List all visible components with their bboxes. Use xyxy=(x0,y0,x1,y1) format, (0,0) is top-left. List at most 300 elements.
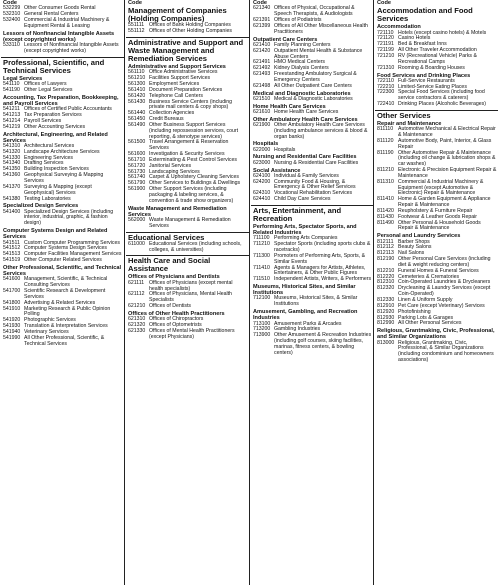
code-description: Nursing & Residential Care Facilities xyxy=(274,159,359,166)
code-entry xyxy=(375,168,498,180)
code-entry xyxy=(1,18,124,30)
code-entry xyxy=(1,258,124,264)
code-description: Outpatient Mental Health & Substance Abuse Centers xyxy=(274,47,363,60)
code-entry xyxy=(1,43,124,55)
naics-code: 621510 xyxy=(253,95,271,102)
code-description: Promoters of Performing Arts, Sports, & Similar Events xyxy=(274,252,366,265)
naics-code: 811310 xyxy=(377,178,394,185)
column-2 xyxy=(124,0,249,585)
code-description: Drycleaning & Laundry Services (except Coin-Operated) xyxy=(398,285,491,298)
naics-code: 721191 xyxy=(377,41,394,48)
naics-code: 541330 xyxy=(3,154,21,161)
code-description: Other Legal Services xyxy=(24,86,73,93)
column-header: Code xyxy=(253,0,267,6)
naics-code: 721210 xyxy=(377,52,395,59)
code-description: Rooming & Boarding Houses xyxy=(398,64,465,71)
subsector-heading: Administrative and Support Services xyxy=(128,64,226,71)
naics-code: 713200 xyxy=(253,326,271,333)
naics-code: 621410 xyxy=(253,41,271,48)
naics-code: 533110 xyxy=(3,42,20,49)
subsector-heading: Computer Systems Design and Related Services xyxy=(3,228,108,241)
column-4 xyxy=(373,0,498,585)
code-description: Funeral Homes & Funeral Services xyxy=(398,267,479,274)
code-description: Advertising & Related Services xyxy=(24,299,96,306)
naics-code: 561420 xyxy=(128,92,146,99)
naics-code: 532310 xyxy=(3,11,21,18)
naics-code: 621112 xyxy=(128,291,145,298)
code-entry xyxy=(251,161,373,167)
subsector-heading: Legal Services xyxy=(3,75,43,82)
subsector-heading: Religious, Grantmaking, Civic, Professional, and Similar Organizations xyxy=(377,328,495,341)
code-description: Telephone Call Centers xyxy=(149,92,203,99)
code-description: Offices of Mental Health Practitioners (except Physicians) xyxy=(149,327,235,340)
subsector-heading: Lessors of Nonfinancial Intangible Assets (except copyrighted works) xyxy=(3,30,115,43)
code-description: Waste Management & Remediation Services xyxy=(149,217,231,229)
naics-code: 541511 xyxy=(3,239,20,246)
code-description: Coin-Operated Laundries & Drycleaners xyxy=(398,279,491,286)
subsector-heading: Personal and Laundry Services xyxy=(377,233,461,240)
naics-code: 624100 xyxy=(253,172,271,179)
code-entry xyxy=(1,88,124,94)
code-entry xyxy=(1,289,124,301)
naics-code: 541110 xyxy=(3,81,20,88)
code-description: Reupholstery & Furniture Repair xyxy=(398,207,473,214)
naics-code: 811430 xyxy=(377,213,394,220)
naics-code: 561790 xyxy=(128,180,146,187)
code-entry xyxy=(375,139,498,151)
code-description: Offices of Bank Holding Companies xyxy=(149,22,231,29)
subsector-heading: Accommodation xyxy=(377,24,421,31)
column-header: Code xyxy=(3,0,17,6)
code-description: Commercial & Industrial Machinery & Equipment (except Automotive & Electronic) Repair & Maintenance xyxy=(398,178,484,197)
code-entry xyxy=(1,185,124,197)
naics-code: 621320 xyxy=(128,321,146,328)
naics-code: 561430 xyxy=(128,98,146,105)
code-entry xyxy=(1,125,124,131)
naics-code: 813000 xyxy=(377,339,395,346)
code-description: Other Computer Related Services xyxy=(24,257,102,264)
naics-code: 541219 xyxy=(3,123,21,130)
naics-code: 811410 xyxy=(377,196,394,203)
code-description: Offices of Physicians (except mental health specialists) xyxy=(149,279,233,292)
code-description: Janitorial Services xyxy=(149,162,192,169)
naics-code: 541600 xyxy=(3,276,21,283)
subsector-heading: Offices of Physicians and Dentists xyxy=(128,274,220,281)
naics-code: 812190 xyxy=(377,256,395,263)
code-entry xyxy=(375,341,498,364)
naics-code: 711210 xyxy=(253,241,270,248)
naics-code: 561710 xyxy=(128,156,146,163)
code-description: Building Inspection Services xyxy=(24,166,89,173)
naics-code: 561720 xyxy=(128,162,146,169)
code-description: Offices of Physicians, Mental Health Specialists xyxy=(149,291,232,304)
code-description: Limited-Service Eating Places xyxy=(398,83,467,90)
naics-code: 621111 xyxy=(128,279,145,286)
naics-code: 711300 xyxy=(253,252,270,259)
code-entry xyxy=(375,180,498,198)
naics-code: 721110 xyxy=(377,29,394,36)
naics-code: 541990 xyxy=(3,334,21,341)
code-description: Carpet & Upholstery Cleaning Services xyxy=(149,174,239,181)
naics-code: 621493 xyxy=(253,71,271,78)
code-description: Pet Care (except Veterinary) Services xyxy=(398,302,485,309)
naics-code: 541910 xyxy=(3,305,21,312)
naics-code: 812320 xyxy=(377,285,395,292)
code-description: Other Personal & Household Goods Repair & Maintenance xyxy=(398,219,481,232)
code-entry xyxy=(251,148,373,154)
naics-code: 541340 xyxy=(3,160,21,167)
code-description: Landscape Architecture Services xyxy=(24,148,100,155)
code-entry xyxy=(126,242,249,254)
naics-code: 621420 xyxy=(253,47,271,54)
naics-code: 621492 xyxy=(253,65,271,72)
naics-code: 541310 xyxy=(3,142,21,149)
naics-code: 541513 xyxy=(3,251,21,258)
code-description: Offices of Physical, Occupational & Speech Therapists, & Audiologists xyxy=(274,5,355,18)
naics-code: 621610 xyxy=(253,108,271,115)
code-description: Computer Systems Design Services xyxy=(24,245,108,252)
code-description: Automotive Body, Paint, Interior, & Glass Repair xyxy=(398,137,492,150)
naics-code: 541800 xyxy=(3,299,21,306)
naics-code: 541370 xyxy=(3,183,21,190)
sector-heading: Management of Companies (Holding Companies) xyxy=(128,6,227,24)
subsector-heading: Accounting, Tax Preparation, Bookkeeping, and Payroll Services xyxy=(3,94,119,107)
code-description: Business Service Centers (including private mail centers & copy shops) xyxy=(149,98,233,111)
naics-code: 722110 xyxy=(377,77,394,84)
naics-code: 561300 xyxy=(128,80,146,87)
naics-code: 541320 xyxy=(3,148,21,155)
code-description: Photographic Services xyxy=(24,317,76,324)
subsector-heading: Amusement, Gambling, and Recreation Industries xyxy=(253,309,358,322)
code-description: Offices of Other Holding Companies xyxy=(149,28,232,35)
naics-code: 532299 xyxy=(3,5,21,12)
naics-code: 621391 xyxy=(253,17,271,24)
naics-code: 561110 xyxy=(128,69,145,76)
sector-heading: Accommodation and Food Services xyxy=(377,6,473,24)
naics-code: 561410 xyxy=(128,86,146,93)
code-description: Electronic & Precision Equipment Repair & Maintenance xyxy=(398,167,497,179)
naics-code: 812330 xyxy=(377,296,395,303)
naics-code: 541214 xyxy=(3,117,21,124)
subsector-heading: Hospitals xyxy=(253,141,279,148)
naics-code: 541213 xyxy=(3,112,21,119)
code-description: All Other Professional, Scientific, & Technical Services xyxy=(24,334,105,347)
code-description: Management, Scientific, & Technical Consulting Services xyxy=(24,276,108,289)
code-description: Exterminating & Pest Control Services xyxy=(149,156,237,163)
naics-code: 624410 xyxy=(253,196,271,203)
code-description: Gambling Industries xyxy=(274,326,321,333)
code-entry xyxy=(251,254,373,266)
subsector-heading: Social Assistance xyxy=(253,167,301,174)
naics-code: 621498 xyxy=(253,82,271,89)
code-description: Collection Agencies xyxy=(149,110,195,117)
naics-code: 712100 xyxy=(253,295,271,302)
code-description: Full-Service Restaurants xyxy=(398,77,455,84)
code-description: All Other Personal Services xyxy=(398,320,462,327)
code-entry xyxy=(375,54,498,66)
code-description: Family Planning Centers xyxy=(274,41,331,48)
code-description: Agents & Managers for Artists, Athletes, Entertainers, & Other Public Figures xyxy=(274,264,366,277)
code-description: Beauty Salons xyxy=(398,244,432,251)
subsector-heading: Outpatient Care Centers xyxy=(253,36,318,43)
code-description: Parking Lots & Garages xyxy=(398,314,454,321)
subsector-heading: Specialized Design Services xyxy=(3,203,79,210)
code-description: Linen & Uniform Supply xyxy=(398,296,453,303)
sector-heading: Administrative and Support and Waste Management and Remediation Services xyxy=(126,37,249,63)
column-3 xyxy=(249,0,373,585)
code-entry xyxy=(251,333,373,356)
code-description: Commercial & Industrial Machinery & Equipment Rental & Leasing xyxy=(24,17,110,29)
sector-heading: Other Services xyxy=(375,110,498,120)
subsector-heading: Waste Management and Remediation Services xyxy=(128,205,227,218)
code-description: Geophysical Surveying & Mapping Services xyxy=(24,172,104,185)
subsector-heading: Nursing and Residential Care Facilities xyxy=(253,154,357,161)
code-description: General Rental Centers xyxy=(24,11,79,18)
naics-code: 722410 xyxy=(377,101,395,108)
code-entry xyxy=(251,110,373,116)
naics-code: 541380 xyxy=(3,195,21,202)
code-description: Offices of Optometrists xyxy=(149,321,202,328)
code-description: Veterinary Services xyxy=(24,328,69,335)
code-description: Performing Arts Companies xyxy=(274,235,338,242)
naics-code: 541940 xyxy=(3,328,21,335)
code-description: Payroll Services xyxy=(24,117,62,124)
code-description: Drinking Places (Alcoholic Beverages) xyxy=(398,101,486,108)
naics-code: 541920 xyxy=(3,317,21,324)
naics-code: 812990 xyxy=(377,320,395,327)
naics-code: 541930 xyxy=(3,323,21,330)
code-description: Hotels (except casino hotels) & Motels xyxy=(398,29,487,36)
code-description: Spectator Sports (including sports clubs & racetracks) xyxy=(274,241,371,254)
naics-code: 561730 xyxy=(128,168,146,175)
code-entry xyxy=(126,29,249,35)
code-description: Surveying & Mapping (except Geophysical) Services xyxy=(24,183,92,196)
code-entry xyxy=(126,304,249,310)
code-entry xyxy=(126,329,249,341)
code-description: Document Preparation Services xyxy=(149,86,223,93)
subsector-heading: Repair and Maintenance xyxy=(377,120,442,127)
naics-code: 622000 xyxy=(253,146,271,153)
code-description: Bed & Breakfast Inns xyxy=(398,41,447,48)
code-description: Child Day Care Services xyxy=(274,196,331,203)
code-description: Offices of Dentists xyxy=(149,303,191,310)
code-description: Employment Services xyxy=(149,80,200,87)
sector-heading: Professional, Scientific, and Technical Services xyxy=(1,57,124,75)
code-description: Other Business Support Services (including repossession services, court reporting, & stenotype services) xyxy=(149,121,239,140)
code-description: Individual & Family Services xyxy=(274,172,339,179)
code-description: Lessors of Nonfinancial Intangible Assets (except copyrighted works) xyxy=(24,42,119,55)
naics-code: 621900 xyxy=(253,121,271,128)
code-description: Cemeteries & Crematories xyxy=(398,273,460,280)
naics-code: 561450 xyxy=(128,116,146,123)
naics-code: 541519 xyxy=(3,257,21,264)
naics-code: 812220 xyxy=(377,273,395,280)
naics-code: 541211 xyxy=(3,106,20,113)
code-description: Kidney Dialysis Centers xyxy=(274,65,329,72)
code-description: Offices of Certified Public Accountants xyxy=(24,106,112,113)
naics-code: 621399 xyxy=(253,22,271,29)
column-1 xyxy=(0,0,124,585)
code-description: Translation & Interpretation Services xyxy=(24,323,108,330)
naics-code: 711410 xyxy=(253,264,270,271)
code-entry xyxy=(375,221,498,233)
code-description: Museums, Historical Sites, & Similar Institutions xyxy=(274,295,358,308)
code-entry xyxy=(375,321,498,327)
code-description: Home Health Care Services xyxy=(274,108,339,115)
code-description: Other Personal Care Services (including diet & weight reducing centers) xyxy=(398,256,491,268)
naics-code: 721120 xyxy=(377,35,394,42)
code-description: Custom Computer Programming Services xyxy=(24,239,120,246)
naics-code: 541190 xyxy=(3,86,20,93)
code-description: RV (Recreational Vehicle) Parks & Recreational Camps xyxy=(398,52,477,65)
naics-code: 812111 xyxy=(377,238,394,245)
naics-code: 621340 xyxy=(253,5,271,12)
subsector-heading: Architectural, Engineering, and Related Services xyxy=(3,131,108,144)
code-entry xyxy=(251,97,373,103)
naics-code: 811110 xyxy=(377,126,394,133)
code-description: Religious, Grantmaking, Civic, Professional, & Similar Organizations (including condominium and homeowners associations) xyxy=(398,339,494,364)
naics-code: 811490 xyxy=(377,219,394,226)
code-description: Offices of Lawyers xyxy=(24,81,67,88)
code-description: Hospitals xyxy=(274,146,296,153)
code-description: Architectural Services xyxy=(24,142,75,149)
naics-code: 621310 xyxy=(128,316,146,323)
code-description: Credit Bureaus xyxy=(149,116,184,123)
naics-code: 541400 xyxy=(3,208,21,215)
code-description: Offices of All Other Miscellaneous Health Practitioners xyxy=(274,22,368,35)
naics-code: 561500 xyxy=(128,139,146,146)
sector-heading: Health Care and Social Assistance xyxy=(126,255,249,273)
naics-code: 551112 xyxy=(128,28,145,35)
code-description: Engineering Services xyxy=(24,154,74,161)
naics-code: 541360 xyxy=(3,172,21,179)
naics-code: 561600 xyxy=(128,151,146,158)
naics-code: 812910 xyxy=(377,302,395,309)
naics-code: 561210 xyxy=(128,75,146,82)
naics-code: 811190 xyxy=(377,149,394,156)
code-description: Specialized Design Services (including interior, industrial, graphic, & fashion design) xyxy=(24,208,114,227)
code-description: Tax Preparation Services xyxy=(24,112,82,119)
code-description: Other Consumer Goods Rental xyxy=(24,5,96,12)
code-description: Photofinishing xyxy=(398,308,431,315)
code-description: Home & Garden Equipment & Appliance Repair & Maintenance xyxy=(398,196,491,209)
code-entry xyxy=(251,123,373,141)
code-description: Barber Shops xyxy=(398,238,430,245)
code-description: Other Accounting Services xyxy=(24,123,86,130)
naics-code: 551111 xyxy=(128,22,145,29)
sector-heading: Educational Services xyxy=(126,232,249,242)
code-description: All Other Traveler Accommodation xyxy=(398,47,477,54)
naics-code: 561900 xyxy=(128,186,146,193)
naics-code: 721199 xyxy=(377,47,394,54)
code-description: Scientific Research & Development Services xyxy=(24,288,106,300)
naics-code: 811420 xyxy=(377,207,394,214)
naics-code: 561440 xyxy=(128,110,146,117)
code-description: Other Services to Buildings & Dwellings xyxy=(149,180,241,187)
code-description: Footwear & Leather Goods Repair xyxy=(398,213,478,220)
naics-code: 562000 xyxy=(128,217,146,224)
subsector-heading: Medical and Diagnostic Laboratories xyxy=(253,90,351,97)
naics-code: 812210 xyxy=(377,267,395,274)
naics-code: 722300 xyxy=(377,89,395,96)
naics-code: 713100 xyxy=(253,320,271,327)
code-entry xyxy=(251,296,373,308)
naics-code: 722210 xyxy=(377,83,395,90)
code-description: Offices of Chiropractors xyxy=(149,316,204,323)
subsector-heading: Home Health Care Services xyxy=(253,103,326,110)
sector-heading: Arts, Entertainment, and Recreation xyxy=(251,205,373,223)
subsector-heading: Museums, Historical Sites, and Similar Institutions xyxy=(253,284,356,297)
code-entry xyxy=(251,84,373,90)
code-entry xyxy=(1,336,124,348)
code-description: All Other Outpatient Care Centers xyxy=(274,82,352,89)
code-description: Landscaping Services xyxy=(149,168,200,175)
code-description: Independent Artists, Writers, & Performers xyxy=(274,276,372,283)
naics-code: 623000 xyxy=(253,159,271,166)
naics-code: 621210 xyxy=(128,303,146,310)
code-entry xyxy=(126,218,249,230)
code-description: Offices of Podiatrists xyxy=(274,17,322,24)
naics-code: 811120 xyxy=(377,137,394,144)
subsector-heading: Other Professional, Scientific, and Technical Services xyxy=(3,264,122,278)
naics-code: 812112 xyxy=(377,244,394,251)
naics-code: 561740 xyxy=(128,174,146,181)
naics-code: 541350 xyxy=(3,166,21,173)
naics-code: 621330 xyxy=(128,327,146,334)
subsector-heading: Food Services and Drinking Places xyxy=(377,72,471,79)
naics-code: 561490 xyxy=(128,121,146,128)
code-description: Travel Arrangement & Reservation Services xyxy=(149,139,229,152)
code-description: Vocational Rehabilitation Services xyxy=(274,190,353,197)
code-description: Facilities Support Services xyxy=(149,75,211,82)
code-entry xyxy=(251,72,373,84)
naics-code: 711510 xyxy=(253,276,270,283)
code-entry xyxy=(375,257,498,269)
naics-code: 541700 xyxy=(3,288,21,294)
naics-code: 624310 xyxy=(253,190,271,197)
code-description: Educational Services (including schools, colleges, & universities) xyxy=(149,240,242,253)
code-entry xyxy=(251,277,373,283)
code-description: Computer Facilities Management Services xyxy=(24,251,122,258)
code-description: Drafting Services xyxy=(24,160,64,167)
naics-code: 532400 xyxy=(3,17,21,24)
code-description: HMO Medical Centers xyxy=(274,59,326,66)
naics-code: 624200 xyxy=(253,178,271,185)
code-entry xyxy=(126,187,249,205)
code-description: Marketing Research & Public Opinion Polling xyxy=(24,305,111,318)
code-description: Other Amusement & Recreation Industries (including golf courses, skiing facilities, marinas, fitness centers, & bowling centers) xyxy=(274,332,372,356)
code-description: Other Support Services (including packaging & labeling services, & convention & trade show organizers) xyxy=(149,186,234,204)
code-description: Community Food & Housing, & Emergency & Other Relief Services xyxy=(274,178,356,191)
naics-code: 812920 xyxy=(377,308,395,315)
code-description: Automotive Mechanical & Electrical Repair & Maintenance xyxy=(398,126,496,138)
subsector-heading: Performing Arts, Spectator Sports, and Related Industries xyxy=(253,223,357,237)
code-entry xyxy=(251,197,373,203)
code-entry xyxy=(375,66,498,72)
naics-code: 812113 xyxy=(377,250,394,257)
code-entry xyxy=(375,151,498,169)
code-description: Medical & Diagnostic Laboratories xyxy=(274,95,353,102)
code-entry xyxy=(126,123,249,141)
code-description: Other Ambulatory Health Care Services (including ambulance services & blood & organ banks) xyxy=(274,121,368,140)
subsector-heading: Offices of Other Health Practitioners xyxy=(128,310,225,317)
code-description: Investigation & Security Services xyxy=(149,151,225,158)
naics-code: 711100 xyxy=(253,235,270,242)
code-entry xyxy=(1,210,124,228)
naics-code: 541512 xyxy=(3,245,21,252)
naics-code: 721310 xyxy=(377,64,395,71)
naics-code: 812310 xyxy=(377,279,395,286)
